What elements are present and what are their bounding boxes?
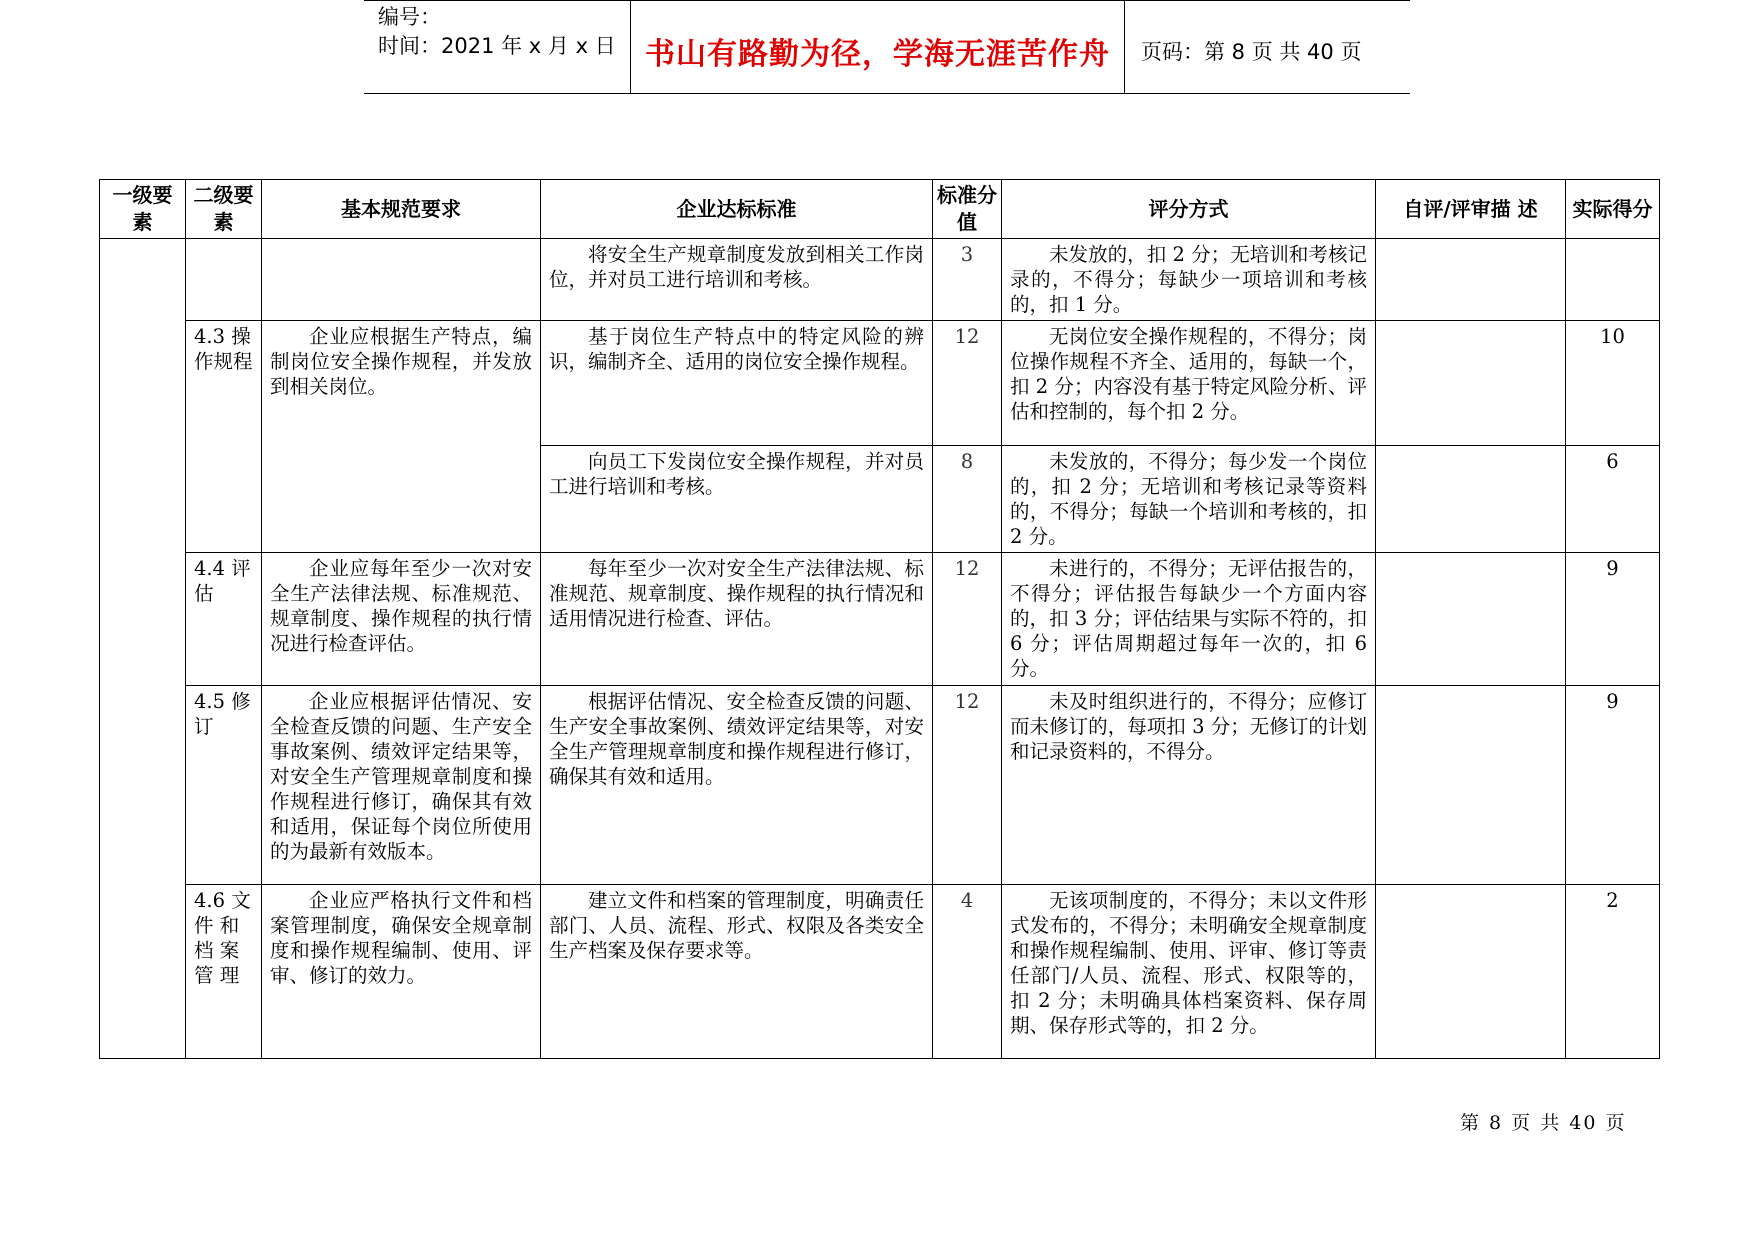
header-divider	[1124, 1, 1125, 94]
actual-score-cell: 10	[1566, 321, 1660, 446]
actual-score-cell: 9	[1566, 553, 1660, 686]
actual-score-cell: 2	[1566, 885, 1660, 1059]
basic-req-cell: 企业应严格执行文件和档案管理制度，确保安全规章制度和操作规程编制、使用、评审、修订的效力。	[262, 885, 541, 1059]
self-eval-cell	[1376, 239, 1566, 321]
table-row	[100, 239, 1660, 321]
col-score: 标准分值	[933, 180, 1002, 239]
serial-label: 编号：	[378, 5, 441, 29]
level2-cell: 4.6 文 件 和 档 案 管 理	[186, 885, 262, 1059]
method-cell: 未发放的，不得分；每少发一个岗位的，扣 2 分；无培训和考核记录等资料的，不得分；每缺一个培训和考核的，扣 2 分。	[1002, 446, 1376, 553]
table-row	[100, 885, 1660, 1059]
col-standard: 企业达标标准	[541, 180, 933, 239]
method-cell: 未及时组织进行的，不得分；应修订而未修订的，每项扣 3 分；无修订的计划和记录资料的，不得分。	[1002, 686, 1376, 885]
col-actual: 实际得分	[1566, 180, 1660, 239]
col-self-eval: 自评/评审描 述	[1376, 180, 1566, 239]
basic-req-cell	[262, 239, 541, 321]
col-method: 评分方式	[1002, 180, 1376, 239]
score-cell: 8	[933, 446, 1002, 553]
method-cell: 无岗位安全操作规程的，不得分；岗位操作规程不齐全、适用的，每缺一个，扣 2 分；内容没有基于特定风险分析、评估和控制的，每个扣 2 分。	[1002, 321, 1376, 446]
actual-score-cell	[1566, 239, 1660, 321]
self-eval-cell	[1376, 321, 1566, 446]
page-header	[364, 0, 1410, 94]
table-header-row	[100, 180, 1660, 239]
page-footer: 第 8 页 共 40 页	[1460, 1112, 1627, 1134]
actual-score-cell: 6	[1566, 446, 1660, 553]
standard-cell: 向员工下发岗位安全操作规程，并对员工进行培训和考核。	[541, 446, 933, 553]
header-motto: 书山有路勤为径，学海无涯苦作舟	[645, 37, 1110, 72]
method-cell: 无该项制度的，不得分；未以文件形式发布的，不得分；未明确安全规章制度和操作规程编制、使用、评审、修订等责任部门/人员、流程、形式、权限等的，扣 2 分；未明确具体档案资料、保存周期、保存形式等的，扣 2 分。	[1002, 885, 1376, 1059]
basic-req-cell: 企业应根据生产特点，编制岗位安全操作规程，并发放到相关岗位。	[262, 321, 541, 553]
self-eval-cell	[1376, 885, 1566, 1059]
self-eval-cell	[1376, 686, 1566, 885]
score-cell: 12	[933, 686, 1002, 885]
actual-score-cell: 9	[1566, 686, 1660, 885]
level2-cell: 4.4 评估	[186, 553, 262, 686]
score-cell: 12	[933, 321, 1002, 446]
score-cell: 3	[933, 239, 1002, 321]
basic-req-cell: 企业应每年至少一次对安全生产法律法规、标准规范、规章制度、操作规程的执行情况进行检查评估。	[262, 553, 541, 686]
level2-cell: 4.3 操 作规程	[186, 321, 262, 553]
standard-cell: 将安全生产规章制度发放到相关工作岗位，并对员工进行培训和考核。	[541, 239, 933, 321]
header-meta	[378, 3, 616, 61]
standard-cell: 建立文件和档案的管理制度，明确责任部门、人员、流程、形式、权限及各类安全生产档案及保存要求等。	[541, 885, 933, 1059]
table-row	[100, 321, 1660, 446]
self-eval-cell	[1376, 446, 1566, 553]
level1-cell	[100, 239, 186, 1059]
method-cell: 未发放的，扣 2 分；无培训和考核记录的，不得分；每缺少一项培训和考核的，扣 1 分。	[1002, 239, 1376, 321]
col-basic-req: 基本规范要求	[262, 180, 541, 239]
self-eval-cell	[1376, 553, 1566, 686]
method-cell: 未进行的，不得分；无评估报告的，不得分；评估报告每缺少一个方面内容的，扣 3 分；评估结果与实际不符的，扣 6 分；评估周期超过每年一次的，扣 6 分。	[1002, 553, 1376, 686]
table-row	[100, 686, 1660, 885]
col-level1: 一级要素	[100, 180, 186, 239]
col-level2: 二级要素	[186, 180, 262, 239]
score-cell: 4	[933, 885, 1002, 1059]
score-cell: 12	[933, 553, 1002, 686]
standard-cell: 根据评估情况、安全检查反馈的问题、生产安全事故案例、绩效评定结果等，对安全生产管理规章制度和操作规程进行修订，确保其有效和适用。	[541, 686, 933, 885]
date-text: 时间：2021 年 x 月 x 日	[378, 34, 616, 58]
level2-cell	[186, 239, 262, 321]
standard-cell: 每年至少一次对安全生产法律法规、标准规范、规章制度、操作规程的执行情况和适用情况进行检查、评估。	[541, 553, 933, 686]
table-row	[100, 553, 1660, 686]
standard-cell: 基于岗位生产特点中的特定风险的辨识，编制齐全、适用的岗位安全操作规程。	[541, 321, 933, 446]
header-pager: 页码：第 8 页 共 40 页	[1141, 40, 1362, 64]
standards-table	[99, 179, 1660, 1059]
basic-req-cell: 企业应根据评估情况、安全检查反馈的问题、生产安全事故案例、绩效评定结果等，对安全生产管理规章制度和操作规程进行修订，确保其有效和适用，保证每个岗位所使用的为最新有效版本。	[262, 686, 541, 885]
level2-cell: 4.5 修订	[186, 686, 262, 885]
